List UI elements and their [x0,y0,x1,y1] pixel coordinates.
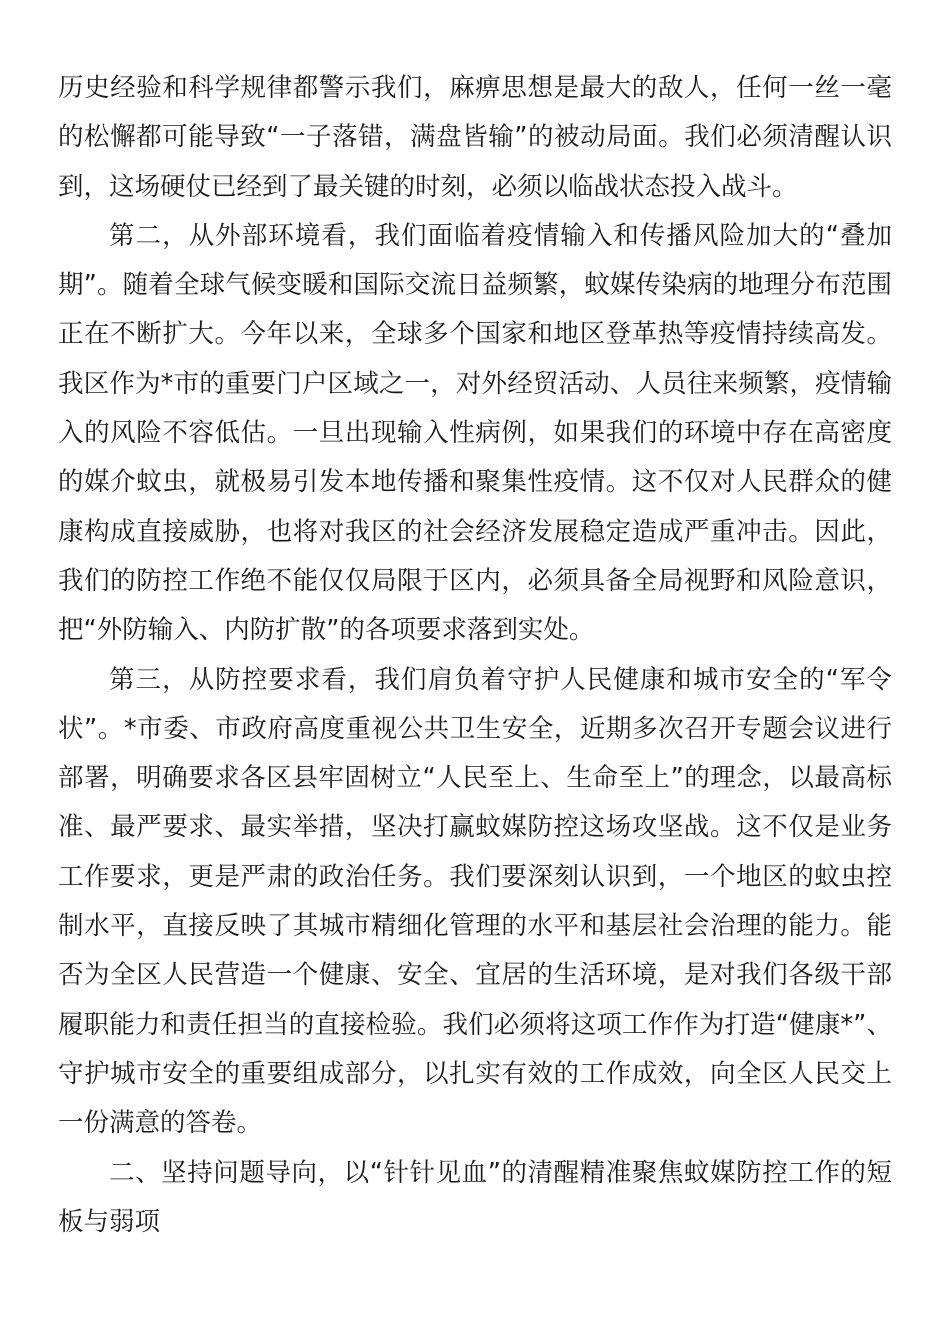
section-heading-two: 二、坚持问题导向，以“针针见血”的清醒精准聚焦蚊媒防控工作的短板与弱项 [58,1157,892,1237]
body-text [58,64,892,1247]
paragraph-third-point: 第三，从防控要求看，我们肩负着守护人民健康和城市安全的“军令状”。*市委、市政府高度重视公共卫生安全，近期多次召开专题会议进行部署，明确要求各区县牢固树立“人民至上、生命至上”的理念，以最高标准、最严要求、最实举措，坚决打赢蚊媒防控这场攻坚战。这不仅是业务工作要求，更是严肃的政治任务。我们要深刻认识到，一个地区的蚊虫控制水平，直接反映了其城市精细化管理的水平和基层社会治理的能力。能否为全区人民营造一个健康、安全、宜居的生活环境，是对我们各级干部履职能力和责任担当的直接检验。我们必须将这项工作作为打造“健康*”、守护城市安全的重要组成部分，以扎实有效的工作成效，向全区人民交上一份满意的答卷。 [58,664,892,1139]
paragraph-second-point: 第二，从外部环境看，我们面临着疫情输入和传播风险加大的“叠加期”。随着全球气候变暖和国际交流日益频繁，蚊媒传染病的地理分布范围正在不断扩大。今年以来，全球多个国家和地区登革热等疫情持续高发。我区作为*市的重要门户区域之一，对外经贸活动、人员往来频繁，疫情输入的风险不容低估。一旦出现输入性病例，如果我们的环境中存在高密度的媒介蚊虫，就极易引发本地传播和聚集性疫情。这不仅对人民群众的健康构成直接威胁，也将对我区的社会经济发展稳定造成严重冲击。因此，我们的防控工作绝不能仅仅局限于区内，必须具备全局视野和风险意识，把“外防输入、内防扩散”的各项要求落到实处。 [58,220,892,646]
paragraph-continuation: 历史经验和科学规律都警示我们，麻痹思想是最大的敌人，任何一丝一毫的松懈都可能导致“一子落错，满盘皆输”的被动局面。我们必须清醒认识到，这场硬仗已经到了最关键的时刻，必须以临战状态投入战斗。 [58,73,892,202]
